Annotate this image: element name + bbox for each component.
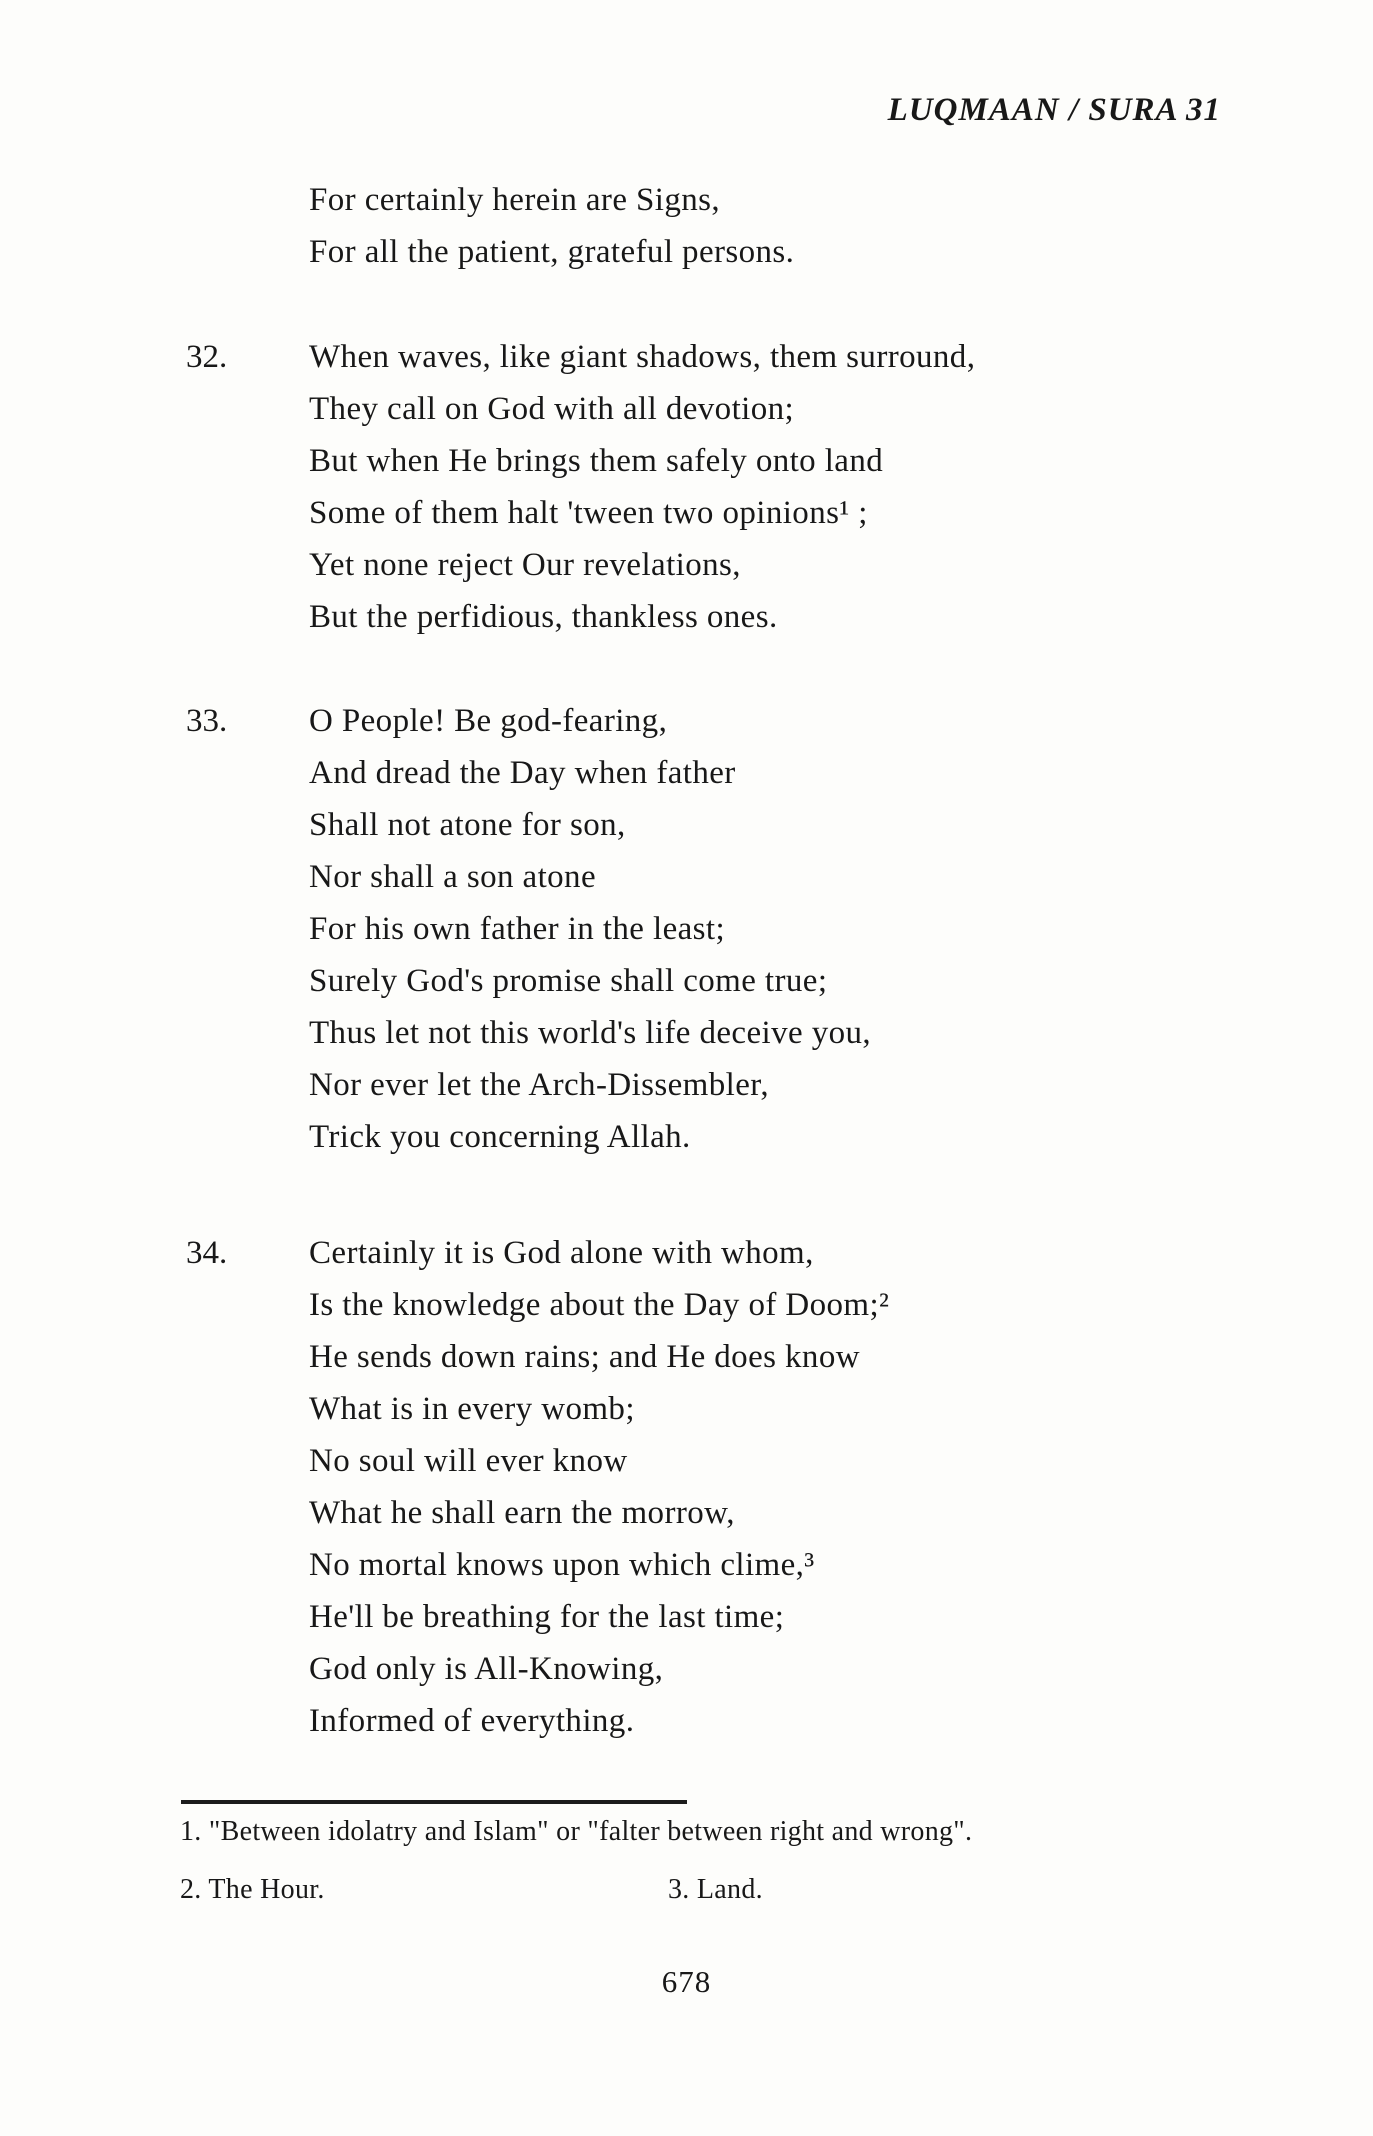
verse-line: God only is All-Knowing, <box>309 1651 664 1687</box>
verse-lines <box>309 1227 889 1747</box>
verse-lines <box>309 695 871 1163</box>
verse-line: They call on God with all devotion; <box>309 391 795 427</box>
verse-line: No mortal knows upon which clime,³ <box>309 1547 815 1583</box>
verse-line: Some of them halt 'tween two opinions¹ ; <box>309 495 868 531</box>
footnote-3: 3. Land. <box>668 1874 763 1905</box>
footnote-1: 1. "Between idolatry and Islam" or "falter between right and wrong". <box>180 1816 973 1847</box>
footnote-divider <box>181 1800 687 1804</box>
verse-line: No soul will ever know <box>309 1443 628 1479</box>
verse-line: Informed of everything. <box>309 1703 635 1739</box>
verse-line: Is the knowledge about the Day of Doom;² <box>309 1287 890 1323</box>
verse-line: He'll be breathing for the last time; <box>309 1599 785 1635</box>
verse-31-continuation <box>309 174 794 278</box>
footnote-2: 2. The Hour. <box>180 1874 325 1905</box>
verse-lines <box>309 331 975 643</box>
page-number: 678 <box>661 1964 712 1999</box>
verse-line: When waves, like giant shadows, them surround, <box>309 339 976 375</box>
verse-line: And dread the Day when father <box>309 755 736 791</box>
verse-lines <box>309 174 794 278</box>
verse-number: 32. <box>186 339 228 375</box>
verse-34 <box>186 1227 889 1747</box>
verse-line: Surely God's promise shall come true; <box>309 963 828 999</box>
verse-line: O People! Be god-fearing, <box>309 703 668 739</box>
verse-line: What is in every womb; <box>309 1391 635 1427</box>
verse-line: Shall not atone for son, <box>309 807 626 843</box>
verse-line: Nor ever let the Arch-Dissembler, <box>309 1067 769 1103</box>
verse-line: For all the patient, grateful persons. <box>309 234 795 270</box>
verse-line: Trick you concerning Allah. <box>309 1119 691 1155</box>
verse-line: Thus let not this world's life deceive you, <box>309 1015 872 1051</box>
running-header: LUQMAAN / SURA 31 <box>887 92 1221 128</box>
verse-line: Certainly it is God alone with whom, <box>309 1235 814 1271</box>
verse-line: He sends down rains; and He does know <box>309 1339 860 1375</box>
verse-line: But the perfidious, thankless ones. <box>309 599 778 635</box>
verse-line: Yet none reject Our revelations, <box>309 547 741 583</box>
verse-32 <box>186 331 975 643</box>
verse-number: 34. <box>186 1235 228 1271</box>
verse-number: 33. <box>186 703 228 739</box>
verse-33 <box>186 695 871 1163</box>
verse-line: Nor shall a son atone <box>309 859 596 895</box>
verse-line: For his own father in the least; <box>309 911 726 947</box>
verse-line: But when He brings them safely onto land <box>309 443 884 479</box>
verse-line: What he shall earn the morrow, <box>309 1495 735 1531</box>
verse-line: For certainly herein are Signs, <box>309 182 721 218</box>
